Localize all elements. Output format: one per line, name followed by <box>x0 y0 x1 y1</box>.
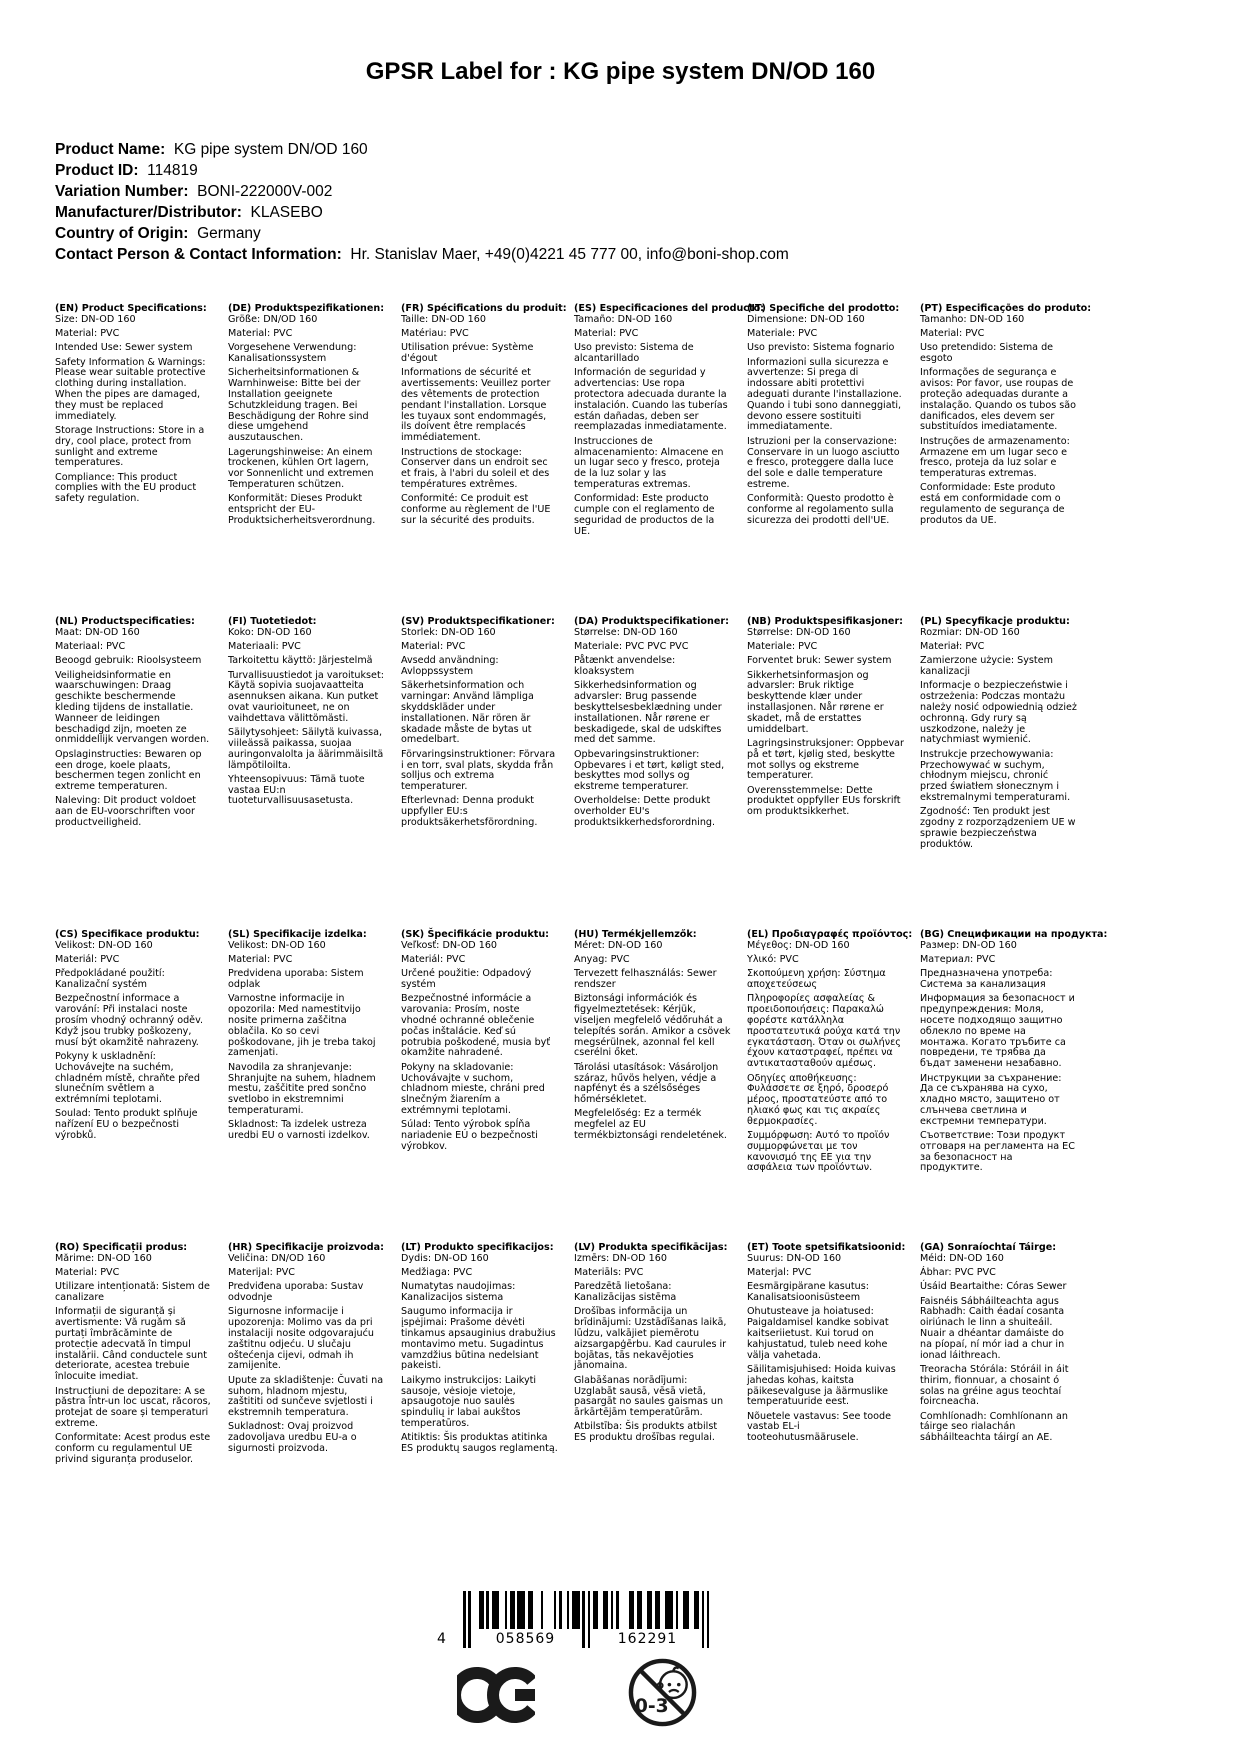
spec-header: (SV) Produktspecifikationer: <box>401 616 555 627</box>
spec-line: Påtænkt anvendelse: kloaksystem <box>574 655 676 678</box>
spec-line: Numatytas naudojimas: Kanalizacijos sistema <box>401 1281 516 1304</box>
spec-line: Material: PVC <box>55 1267 120 1279</box>
field-label: Contact Person & Contact Information: <box>55 246 342 263</box>
spec-line: Tarkoitettu käyttö: Järjestelmä <box>228 655 373 667</box>
spec-line: Lagerungshinweise: An einem trockenen, kühlen Ort lagern, vor Sonnenlicht und extremen Temperaturen schützen. <box>228 446 374 490</box>
spec-header: (ES) Especificaciones del producto: <box>574 303 765 314</box>
spec-line: Suurus: DN-OD 160 <box>747 1252 842 1264</box>
spec-block-fr <box>401 304 574 617</box>
spec-line: Avsedd användning: Avloppssystem <box>401 655 499 678</box>
field-value: Hr. Stanislav Maer, +49(0)4221 45 777 00, info@boni-shop.com <box>341 246 789 263</box>
spec-line: Información de seguridad y advertencias: Use ropa protectora adecuada durante la instalación. Cuando las tuberías están dañadas, deben ser reemplazadas inmediatamente. <box>574 367 728 433</box>
spec-line: Istruzioni per la conservazione: Conservare in un luogo asciutto e fresco, proteggere dalla luce del sole e dalle temperature estreme. <box>747 435 900 490</box>
spec-line: Sigurnosne informacije i upozorenja: Molimo vas da pri instalaciji nosite odgovarajuću zaštitnu odjeću. U slučaju oštećenja cijevi, odmah ih zamijenite. <box>228 1306 374 1372</box>
spec-line: Vorgesehene Verwendung: Kanalisationssystem <box>228 342 357 365</box>
spec-line: Informations de sécurité et avertissements: Veuillez porter des vêtements de protection pendant l'installation. Lorsque les tuyaux sont endommagés, ils doivent être remplacés immédiatement. <box>401 367 551 444</box>
spec-header: (RO) Specificații produs: <box>55 1242 188 1253</box>
spec-line: Materijal: PVC <box>228 1267 295 1279</box>
spec-line: Forventet bruk: Sewer system <box>747 655 892 667</box>
spec-line: Taille: DN-OD 160 <box>401 313 486 325</box>
spec-line: Förvaringsinstruktioner: Förvara i en torr, sval plats, skydda från solljus och extrema temperaturer. <box>401 748 556 793</box>
spec-line: Opbevaringsinstruktioner: Opbevares i et tørt, køligt sted, beskyttes mod sollys og ekstreme temperaturer. <box>574 748 725 793</box>
spec-line: Säilytysohjeet: Säilytä kuivassa, viileässä paikassa, suojaa auringonvalolta ja äärimmäisiltä lämpötiloilta. <box>228 727 384 771</box>
spec-line: Uso pretendido: Sistema de esgoto <box>920 342 1054 365</box>
spec-line: Conformità: Questo prodotto è conforme al regolamento sulla sicurezza dei prodotti dell'UE. <box>747 493 894 526</box>
spec-block-da <box>574 617 747 930</box>
spec-line: Upute za skladištenje: Čuvati na suhom, hladnom mjestu, zaštititi od sunčeve svjetlosti i ekstremnih temperatura. <box>228 1374 384 1419</box>
spec-line: Материал: PVC <box>920 954 996 966</box>
spec-header: (BG) Спецификации на продукта: <box>920 929 1108 940</box>
field-label: Manufacturer/Distributor: <box>55 204 242 221</box>
spec-line: Faisnéis Sábháilteachta agus Rabhadh: Caith éadaí cosanta oiriúnach le linn a shuiteáil. Nuair a dhéantar damáiste do na píopaí, ní mór iad a chur in ionad láithreach. <box>920 1295 1065 1361</box>
spec-header: (SK) Špecifikácie produktu: <box>401 929 550 940</box>
spec-line: Materiale: PVC <box>747 328 818 340</box>
spec-block-cs <box>55 930 228 1243</box>
spec-line: Instrucțiuni de depozitare: A se păstra într-un loc uscat, răcoros, protejat de soare și temperaturi extreme. <box>55 1385 211 1429</box>
spec-line: Μέγεθος: DN-OD 160 <box>747 939 850 951</box>
spec-line: Yhteensopivuus: Tämä tuote vastaa EU:n tuoteturvallisuusasetusta. <box>228 773 365 807</box>
spec-line: Størrelse: DN-OD 160 <box>747 626 851 638</box>
barcode-left-digits: 058569 <box>495 1631 556 1647</box>
spec-line: Úsáid Beartaithe: Córas Sewer <box>920 1281 1067 1293</box>
field-value: BONI-222000V-002 <box>188 183 333 200</box>
spec-line: Dydis: DN-OD 160 <box>401 1252 489 1264</box>
spec-block-lv <box>574 1243 747 1556</box>
product-info-row <box>55 223 1155 244</box>
spec-line: Efterlevnad: Denna produkt uppfyller EU:s produktsäkerhetsförordning. <box>401 795 538 829</box>
spec-line: Biztonsági információk és figyelmeztetések: Kérjük, viseljen megfelelő védőruhát a telepítés során. Amikor a csövek megsérülnek, azonnal fel kell cserélni őket. <box>574 993 731 1059</box>
spec-line: Súlad: Tento výrobok spĺňa nariadenie EÚ o bezpečnosti výrobkov. <box>401 1119 538 1152</box>
spec-line: Ábhar: PVC PVC <box>920 1267 996 1279</box>
spec-block-en <box>55 304 228 617</box>
spec-line: Bezpečnostní informace a varování: Při instalaci noste prosím vhodný ochranný oděv. Když jsou trubky poškozeny, musí být okamžitě nahrazeny. <box>55 993 204 1048</box>
spec-line: Materiál: PVC <box>55 954 120 966</box>
spec-block-el <box>747 930 920 1243</box>
spec-header: (CS) Specifikace produktu: <box>55 929 200 940</box>
spec-line: Předpokládané použití: Kanalizační systém <box>55 968 165 991</box>
spec-line: Overholdelse: Dette produkt overholder EU's produktsikkerhedsforordning. <box>574 795 716 829</box>
barcode <box>437 1591 737 1653</box>
spec-line: Предназначена употреба: Система за канализация <box>920 968 1053 991</box>
spec-line: Paredzētā lietošana: Kanalizācijas sistēma <box>574 1281 677 1304</box>
spec-line: Glabāšanas norādījumi: Uzglabāt sausā, vēsā vietā, pasargāt no saules gaismas un ārkārtējām temperatūrām. <box>574 1374 724 1419</box>
spec-line: Material: PVC <box>920 328 985 340</box>
spec-header: (EN) Product Specifications: <box>55 303 207 314</box>
spec-line: Materiál: PVC <box>401 954 466 966</box>
spec-header: (NL) Productspecificaties: <box>55 616 195 627</box>
spec-block-it <box>747 304 920 617</box>
spec-line: Materiāls: PVC <box>574 1267 644 1279</box>
spec-line: Pokyny k uskladnění: Uchovávejte na suchém, chladném místě, chraňte před slunečním světlem a extrémními teplotami. <box>55 1050 200 1106</box>
spec-header: (PL) Specyfikacje produktu: <box>920 616 1070 627</box>
spec-line: Utilizare intenționată: Sistem de canalizare <box>55 1281 210 1304</box>
spec-line: Tervezett felhasználás: Sewer rendszer <box>574 968 717 991</box>
spec-line: Размер: DN-OD 160 <box>920 939 1017 951</box>
spec-line: Pokyny na skladovanie: Uchovávajte v suchom, chladnom mieste, chráni pred slnečným žiarením a extrémnymi teplotami. <box>401 1061 545 1116</box>
spec-line: Material: PVC <box>228 328 293 340</box>
spec-line: Size: DN-OD 160 <box>55 313 136 325</box>
spec-line: Material: PVC <box>574 328 639 340</box>
spec-block-ga <box>920 1243 1093 1556</box>
spec-line: Utilisation prévue: Système d'égout <box>401 342 534 365</box>
spec-line: Saugumo informacija ir įspėjimai: Prašome dėvėti tinkamus apsauginius drabužius montavimo metu. Sugadintus vamzdžius būtina nedelsiant pakeisti. <box>401 1306 556 1372</box>
spec-line: Οδηγίες αποθήκευσης: Φυλάσσετε σε ξηρό, δροσερό μέρος, προστατεύστε από το ηλιακό φως και τις ακραίες θερμοκρασίες. <box>747 1072 889 1127</box>
spec-header: (EL) Προδιαγραφές προϊόντος: <box>747 929 913 940</box>
spec-line: Storlek: DN-OD 160 <box>401 626 496 638</box>
spec-line: Informacje o bezpieczeństwie i ostrzeżenia: Podczas montażu należy nosić odpowiednią odzież ochronną. Gdy rury są uszkodzone, należy je natychmiast wymienić. <box>920 680 1077 746</box>
spec-line: Eesmärgipärane kasutus: Kanalisatsioonisüsteem <box>747 1281 869 1304</box>
spec-line: Størrelse: DN-OD 160 <box>574 626 678 638</box>
spec-line: Veličina: DN/OD 160 <box>228 1252 326 1264</box>
barcode-bar <box>707 1591 710 1648</box>
spec-line: Veľkosť: DN-OD 160 <box>401 939 498 951</box>
field-label: Product Name: <box>55 141 166 158</box>
spec-line: Instrukcje przechowywania: Przechowywać w suchym, chłodnym miejscu, chronić przed światłem słonecznym i ekstremalnymi temperaturami. <box>920 748 1071 803</box>
spec-line: Materiale: PVC <box>747 641 818 653</box>
spec-block-sl <box>228 930 401 1243</box>
product-info-row <box>55 202 1155 223</box>
spec-line: Laikymo instrukcijos: Laikyti sausoje, vėsioje vietoje, apsaugotoje nuo saulės spindulių ir labai aukštos temperatūros. <box>401 1374 537 1429</box>
spec-block-bg <box>920 929 1108 1243</box>
spec-block-nl <box>55 617 228 930</box>
spec-line: Rozmiar: DN-OD 160 <box>920 626 1020 638</box>
spec-line: Matériau: PVC <box>401 328 469 340</box>
spec-header: (NB) Produktspesifikasjoner: <box>747 616 904 627</box>
spec-block-hu <box>574 930 747 1243</box>
spec-header: (ET) Toote spetsifikatsioonid: <box>747 1242 906 1253</box>
product-info-section <box>55 139 1155 265</box>
spec-line: Bezpečnostné informácie a varovania: Prosím, noste vhodné ochranné oblečenie počas inštalácie. Keď sú potrubia poškodené, musia byť okamžite nahradené. <box>401 993 551 1059</box>
spec-line: Πληροφορίες ασφαλείας & προειδοποιήσεις: Παρακαλώ φορέστε κατάλληλα προστατευτικά ρούχα κατά την εγκατάσταση. Όταν οι σωλήνες έχουν καταστραφεί, πρέπει να αντικατασταθούν αμέσως. <box>747 993 901 1070</box>
spec-line: Material: PVC <box>55 328 120 340</box>
spec-line: Instruções de armazenamento: Armazene em um lugar seco e fresco, proteja da luz solar e temperaturas extremas. <box>920 435 1070 480</box>
spec-header: (IT) Specifiche del prodotto: <box>747 303 900 314</box>
spec-block-pl <box>920 617 1093 930</box>
spec-line: Ohutusteave ja hoiatused: Paigaldamisel kandke sobivat kaitseriietust. Kui torud on kahjustatud, tuleb need kohe välja vahetada. <box>747 1306 889 1361</box>
spec-line: Atitiktis: Šis produktas atitinka ES produktų saugos reglamentą. <box>401 1432 558 1455</box>
spec-header: (GA) Sonraíochtaí Táirge: <box>920 1242 1057 1253</box>
spec-line: Conformidade: Este produto está em conformidade com o regulamento de segurança de produtos da UE. <box>920 482 1065 526</box>
spec-line: Uso previsto: Sistema de alcantarillado <box>574 342 694 365</box>
product-info-row <box>55 181 1155 202</box>
spec-line: Uso previsto: Sistema fognario <box>747 342 895 354</box>
spec-line: Atbilstība: Šis produkts atbilst ES produktu drošības regulai. <box>574 1421 718 1444</box>
spec-header: (FR) Spécifications du produit: <box>401 303 567 314</box>
field-value: KG pipe system DN/OD 160 <box>165 141 368 158</box>
spec-header: (HR) Specifikacije proizvoda: <box>228 1242 384 1253</box>
spec-line: Predvidena uporaba: Sistem odplak <box>228 968 364 991</box>
spec-line: Zgodność: Ten produkt jest zgodny z rozporządzeniem UE w sprawie bezpieczeństwa produktów. <box>920 806 1076 850</box>
spec-line: Materjal: PVC <box>747 1267 812 1279</box>
spec-line: Tamanho: DN-OD 160 <box>920 313 1025 325</box>
spec-line: Drošības informācija un brīdinājumi: Uzstādīšanas laikā, lūdzu, valkājiet piemērotu aizsargapģērbu. Kad caurules ir bojātas, tās nekavējoties jānomaina. <box>574 1306 727 1372</box>
spec-line: Instrucciones de almacenamiento: Almacene en un lugar seco y fresco, proteja de la luz solar y las temperaturas extremas. <box>574 435 724 490</box>
spec-block-lt <box>401 1243 574 1556</box>
product-info-row <box>55 244 1155 265</box>
spec-line: Compliance: This product complies with the EU product safety regulation. <box>55 471 197 505</box>
spec-line: Materiaali: PVC <box>228 641 301 653</box>
field-value: 114819 <box>138 162 198 179</box>
spec-line: Izmērs: DN-OD 160 <box>574 1252 667 1264</box>
spec-line: Turvallisuustiedot ja varoitukset: Käytä sopivia suojavaatteita asennuksen aikana. Kun putket ovat vaurioituneet, ne on vaihdettava välittömästi. <box>228 669 384 724</box>
age-warning-0-3-icon <box>627 1657 698 1732</box>
field-value: KLASEBO <box>241 204 323 221</box>
spec-line: Konformität: Dieses Produkt entspricht der EU-Produktsicherheitsverordnung. <box>228 493 376 526</box>
spec-header: (FI) Tuotetiedot: <box>228 616 317 627</box>
spec-line: Sikkerhedsinformation og advarsler: Brug passende beskyttelsesbeklædning under installationen. Når rørene er beskadigede, skal de udskiftes med det samme. <box>574 680 722 746</box>
field-label: Variation Number: <box>55 183 189 200</box>
spec-line: Tamaño: DN-OD 160 <box>574 313 673 325</box>
spec-grid <box>55 303 1108 1556</box>
spec-line: Koko: DN-OD 160 <box>228 626 312 638</box>
spec-block-sk <box>401 930 574 1243</box>
spec-line: Informazioni sulla sicurezza e avvertenze: Si prega di indossare abiti protettivi adeguati durante l'installazione. Quando i tubi sono danneggiati, devono essere sostituiti immediatamente. <box>747 356 902 433</box>
spec-line: Intended Use: Sewer system <box>55 342 193 354</box>
spec-line: Säkerhetsinformation och varningar: Använd lämpliga skyddskläder under installationen. När rören är skadade måste de bytas ut omedelbart. <box>401 680 534 746</box>
svg-text:0-3: 0-3 <box>634 1696 669 1718</box>
spec-line: Conformité: Ce produit est conforme au règlement de l'UE sur la sécurité des produits. <box>401 493 551 526</box>
spec-line: Tárolási utasítások: Vásároljon száraz, hűvös helyen, védje a napfényt és a szélsőséges hőmérsékletet. <box>574 1061 719 1106</box>
spec-line: Materiaal: PVC <box>55 641 126 653</box>
spec-line: Informații de siguranță și avertismente: Vă rugăm să purtați îmbrăcăminte de protecție adecvată în timpul instalării. Când conductele sunt deteriorate, acestea trebuie înlocuite imediat. <box>55 1306 207 1383</box>
spec-header: (PT) Especificações do produto: <box>920 303 1092 314</box>
product-info-row <box>55 160 1155 181</box>
spec-line: Méret: DN-OD 160 <box>574 939 663 951</box>
spec-line: Größe: DN/OD 160 <box>228 313 318 325</box>
spec-line: Velikost: DN-OD 160 <box>55 939 153 951</box>
spec-line: Anyag: PVC <box>574 954 630 966</box>
spec-line: Material: PVC <box>228 954 293 966</box>
spec-header: (HU) Termékjellemzők: <box>574 929 697 940</box>
spec-line: Material: PVC <box>401 641 466 653</box>
spec-line: Veiligheidsinformatie en waarschuwingen: Draag geschikte beschermende kleding tijdens de installatie. Wanneer de leidingen beschadigd zijn, moeten ze onmiddellijk vervangen worden. <box>55 669 210 746</box>
page-title: GPSR Label for : KG pipe system DN/OD 160 <box>365 58 876 85</box>
barcode-right-digits: 162291 <box>617 1631 678 1647</box>
ce-mark-icon <box>457 1666 535 1728</box>
spec-line: Medžiaga: PVC <box>401 1267 473 1279</box>
spec-header: (LV) Produkta specifikācijas: <box>574 1242 728 1253</box>
spec-block-et <box>747 1243 920 1556</box>
spec-line: Informações de segurança e avisos: Por favor, use roupas de proteção adequadas durante a instalação. Quando os tubos são danificados, eles devem ser substituídos imediatamente. <box>920 367 1076 433</box>
barcode-lead-digit: 4 <box>437 1631 446 1647</box>
spec-line: Určené použitie: Odpadový systém <box>401 968 532 991</box>
product-info-row <box>55 139 1155 160</box>
field-label: Country of Origin: <box>55 225 189 242</box>
spec-line: Treoracha Stórála: Stóráil in áit thirim, fionnuar, a chosaint ó solas na gréine agus teochtaí foircneacha. <box>920 1363 1069 1408</box>
spec-line: Zamierzone użycie: System kanalizacji <box>920 655 1053 678</box>
spec-line: Maat: DN-OD 160 <box>55 626 140 638</box>
field-label: Product ID: <box>55 162 139 179</box>
spec-line: Materiale: PVC PVC PVC <box>574 641 689 653</box>
spec-line: Varnostne informacije in opozorila: Med namestitvijo nosite primerna zaščitna oblačila. Ko so cevi poškodovane, jih je treba takoj zamenjati. <box>228 993 376 1059</box>
spec-block-sv <box>401 617 574 930</box>
spec-line: Σκοπούμενη χρήση: Σύστημα αποχετεύσεως <box>747 968 886 991</box>
spec-block-es <box>574 303 765 617</box>
spec-line: Sukladnost: Ovaj proizvod zadovoljava uredbu EU-a o sigurnosti proizvoda. <box>228 1421 357 1455</box>
spec-block-pt <box>920 304 1093 617</box>
spec-line: Navodila za shranjevanje: Shranjujte na suhem, hladnem mestu, zaščitite pred sončno svetlobo in ekstremnimi temperaturami. <box>228 1061 376 1116</box>
spec-line: Méid: DN-OD 160 <box>920 1252 1004 1264</box>
spec-block-ro <box>55 1243 228 1556</box>
spec-line: Съответствие: Този продукт отговаря на регламента на ЕС за безопасност на продуктите. <box>920 1130 1075 1174</box>
spec-line: Conformitate: Acest produs este conform cu regulamentul UE privind siguranța produselor. <box>55 1432 211 1465</box>
spec-line: Storage Instructions: Store in a dry, cool place, protect from sunlight and extreme temperatures. <box>55 424 205 469</box>
spec-line: Instructions de stockage: Conserver dans un endroit sec et frais, à l'abri du soleil et des températures extrêmes. <box>401 446 550 490</box>
spec-line: Skladnost: Ta izdelek ustreza uredbi EU o varnosti izdelkov. <box>228 1119 370 1142</box>
spec-line: Sikkerhetsinformasjon og advarsler: Bruk riktige beskyttende klær under installasjonen. Når rørene er skadet, må de erstattes umiddelbart. <box>747 669 884 735</box>
spec-line: Megfelelőség: Ez a termék megfelel az EU termékbiztonsági rendeletének. <box>574 1108 727 1142</box>
spec-line: Информация за безопасност и предупреждения: Моля, носете подходящо защитно облекло по време на монтажа. Когато тръбите са повредени, те трябва да бъдат заменени незабавно. <box>920 993 1075 1070</box>
spec-header: (SL) Specifikacije izdelka: <box>228 929 367 940</box>
spec-line: Beoogd gebruik: Rioolsysteem <box>55 655 202 667</box>
spec-block-de <box>228 304 401 617</box>
spec-line: Materiał: PVC <box>920 641 985 653</box>
spec-line: Comhlíonadh: Comhlíonann an táirge seo rialachán sábháilteachta táirgí an AE. <box>920 1410 1068 1444</box>
spec-line: Conformidad: Este producto cumple con el reglamento de seguridad de productos de la UE. <box>574 493 715 537</box>
spec-block-hr <box>228 1243 401 1556</box>
spec-header: (LT) Produkto specifikacijos: <box>401 1242 554 1253</box>
spec-line: Säilitamisjuhised: Hoida kuivas jahedas kohas, kaitsta päikesevalguse ja äärmuslike temperatuuride eest. <box>747 1363 896 1408</box>
spec-line: Συμμόρφωση: Αυτό το προϊόν συμμορφώνεται με τον κανονισμό της ΕΕ για την ασφάλεια των προϊόντων. <box>747 1130 890 1174</box>
spec-line: Nõuetele vastavus: See toode vastab EL-i tooteohutusmäärusele. <box>747 1410 891 1444</box>
spec-line: Velikost: DN-OD 160 <box>228 939 326 951</box>
spec-line: Opslaginstructies: Bewaren op een droge, koele plaats, beschermen tegen zonlicht en extreme temperaturen. <box>55 748 202 793</box>
spec-line: Υλικό: PVC <box>747 954 799 966</box>
spec-header: (DE) Produktspezifikationen: <box>228 303 385 314</box>
spec-line: Safety Information & Warnings: Please wear suitable protective clothing during installation. When the pipes are damaged, they must be replaced immediately. <box>55 356 206 422</box>
spec-line: Soulad: Tento produkt splňuje nařízení EU o bezpečnosti výrobků. <box>55 1108 198 1142</box>
spec-line: Sicherheitsinformationen & Warnhinweise: Bitte bei der Installation geeignete Schutzkleidung tragen. Bei Beschädigung der Rohre sind diese umgehend auszutauschen. <box>228 367 369 444</box>
spec-line: Naleving: Dit product voldoet aan de EU-voorschriften voor productveiligheid. <box>55 795 197 829</box>
spec-line: Predviđena uporaba: Sustav odvodnje <box>228 1281 364 1304</box>
spec-block-fi <box>228 617 401 930</box>
spec-line: Overensstemmelse: Dette produktet oppfyller EUs forskrift om produktsikkerhet. <box>747 784 901 818</box>
spec-line: Инструкции за съхранение: Да се съхранява на сухо, хладно място, защитено от слънчева светлина и екстремни температури. <box>920 1072 1062 1127</box>
spec-line: Mărime: DN-OD 160 <box>55 1252 152 1264</box>
spec-header: (DA) Produktspecifikationer: <box>574 616 729 627</box>
field-value: Germany <box>188 225 261 242</box>
spec-line: Lagringsinstruksjoner: Oppbevar på et tørt, kjølig sted, beskytte mot sollys og ekstreme temperaturer. <box>747 737 904 782</box>
spec-block-nb <box>747 617 920 930</box>
spec-line: Dimensione: DN-OD 160 <box>747 313 865 325</box>
